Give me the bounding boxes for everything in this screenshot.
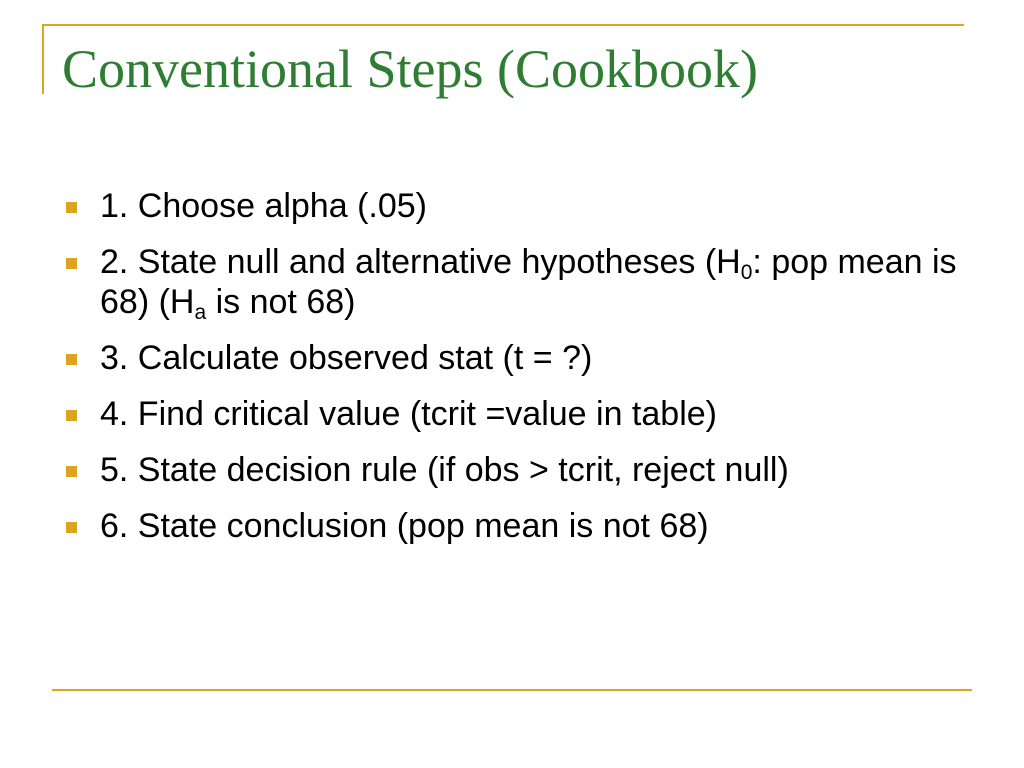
bullet-item-3 xyxy=(64,338,964,378)
bullet-text: 4. Find critical value (tcrit =value in table) xyxy=(100,395,717,433)
bullet-item-5 xyxy=(64,450,964,490)
bullet-text: 6. State conclusion (pop mean is not 68) xyxy=(100,507,709,545)
slide-title: Conventional Steps (Cookbook) xyxy=(62,39,758,99)
bullet-item-1 xyxy=(64,186,964,226)
bullet-list xyxy=(64,186,964,562)
square-bullet-icon xyxy=(66,354,77,365)
square-bullet-icon xyxy=(66,258,77,269)
subscript-a: a xyxy=(194,301,207,324)
bullet-text-part: : pop mean is 68) (H xyxy=(100,243,957,321)
bottom-accent-line xyxy=(52,689,972,691)
bullet-item-4 xyxy=(64,394,964,434)
left-accent-line xyxy=(42,24,44,94)
bullet-text: 3. Calculate observed stat (t = ?) xyxy=(100,339,593,377)
bullet-text xyxy=(100,243,957,324)
bullet-item-2 xyxy=(64,242,964,322)
bullet-text-part: 2. State null and alternative hypotheses (H xyxy=(100,243,741,281)
bullet-text-part: is not 68) xyxy=(206,283,356,321)
bullet-item-6 xyxy=(64,506,964,546)
top-accent-line xyxy=(42,24,964,26)
bullet-text: 1. Choose alpha (.05) xyxy=(100,187,427,225)
square-bullet-icon xyxy=(66,466,77,477)
square-bullet-icon xyxy=(66,522,77,533)
bullet-text: 5. State decision rule (if obs > tcrit, reject null) xyxy=(100,451,789,489)
subscript-zero: 0 xyxy=(740,261,753,284)
square-bullet-icon xyxy=(66,202,77,213)
square-bullet-icon xyxy=(66,410,77,421)
